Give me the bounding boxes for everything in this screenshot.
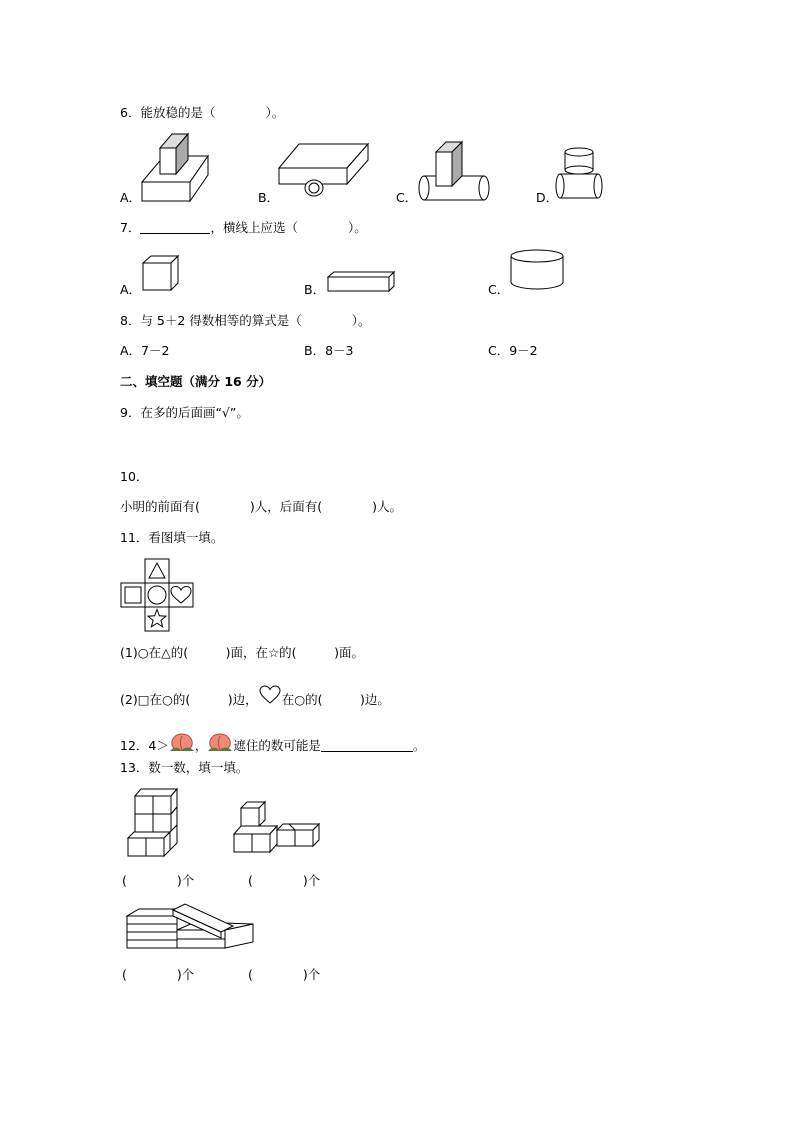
q6-option-b[interactable]: B． xyxy=(258,190,280,205)
q6-stem: 6．能放稳的是（ ）。 xyxy=(120,105,285,120)
q7-figure-b xyxy=(326,271,396,293)
q7-stem xyxy=(120,221,367,235)
q13-cube-stack-2 xyxy=(232,800,324,860)
q6-option-a[interactable]: A． xyxy=(120,190,142,205)
q8-option-c[interactable]: C．9－2 xyxy=(488,343,538,358)
q9-stem: 9．在多的后面画“√”。 xyxy=(120,405,249,420)
q7-option-c[interactable]: C． xyxy=(488,282,510,297)
q6-figure-a xyxy=(140,130,212,205)
q12-line xyxy=(120,731,425,753)
q7-figure-a xyxy=(141,254,181,292)
q11-line-2 xyxy=(120,685,390,707)
heart-icon xyxy=(171,587,191,604)
q11-cube-net xyxy=(120,558,196,634)
q11-line-1: (1)○在△的( )面，在☆的( )面。 xyxy=(120,645,364,660)
q8-stem: 8．与 5＋2 得数相等的算式是（ ）。 xyxy=(120,313,371,328)
star-icon xyxy=(148,610,166,627)
triangle-icon xyxy=(149,563,165,578)
q7-answer-line[interactable] xyxy=(140,221,210,234)
q6-figure-d xyxy=(555,146,605,202)
q13-blank-1[interactable]: ( )个 xyxy=(122,873,195,888)
peach-icon xyxy=(169,731,195,753)
q13-blank-3[interactable]: ( )个 xyxy=(122,967,195,982)
q6-figure-b xyxy=(276,140,372,198)
q12-answer-line[interactable] xyxy=(321,739,413,752)
heart-icon xyxy=(259,685,281,705)
q13-stem: 13．数一数，填一填。 xyxy=(120,760,249,775)
q12-suffix: 遮住的数可能是 xyxy=(233,738,321,753)
section-2-title: 二、填空题（满分 16 分） xyxy=(120,374,272,389)
q13-board-stack xyxy=(125,902,257,952)
q7-option-a[interactable]: A． xyxy=(120,282,142,297)
square-icon xyxy=(125,587,141,603)
q13-cube-stack-1 xyxy=(126,786,184,858)
q12-end: 。 xyxy=(412,738,426,753)
q12-middle: ， xyxy=(194,738,208,753)
q7-option-b[interactable]: B． xyxy=(304,282,326,297)
q10-number: 10． xyxy=(120,469,149,484)
q10-text: 小明的前面有( )人，后面有( )人。 xyxy=(120,499,403,514)
q13-blank-2[interactable]: ( )个 xyxy=(248,873,321,888)
q6-option-d[interactable]: D． xyxy=(536,190,559,205)
q7-number: 7． xyxy=(120,220,141,235)
circle-icon xyxy=(148,586,166,604)
q8-option-a[interactable]: A．7－2 xyxy=(120,343,170,358)
q13-blank-4[interactable]: ( )个 xyxy=(248,967,321,982)
q6-figure-c xyxy=(416,140,490,204)
q11-stem: 11．看图填一填。 xyxy=(120,530,224,545)
q8-option-b[interactable]: B．8－3 xyxy=(304,343,354,358)
q12-prefix: 12．4＞ xyxy=(120,738,169,753)
q11-line-2b: 在○的( )边。 xyxy=(281,692,390,707)
peach-icon xyxy=(207,731,233,753)
q11-line-2a: (2)□在○的( )边， xyxy=(120,692,258,707)
q7-figure-c xyxy=(509,248,567,292)
q6-option-c[interactable]: C． xyxy=(396,190,418,205)
q7-stem-text: ，横线上应选（ ）。 xyxy=(210,220,367,235)
